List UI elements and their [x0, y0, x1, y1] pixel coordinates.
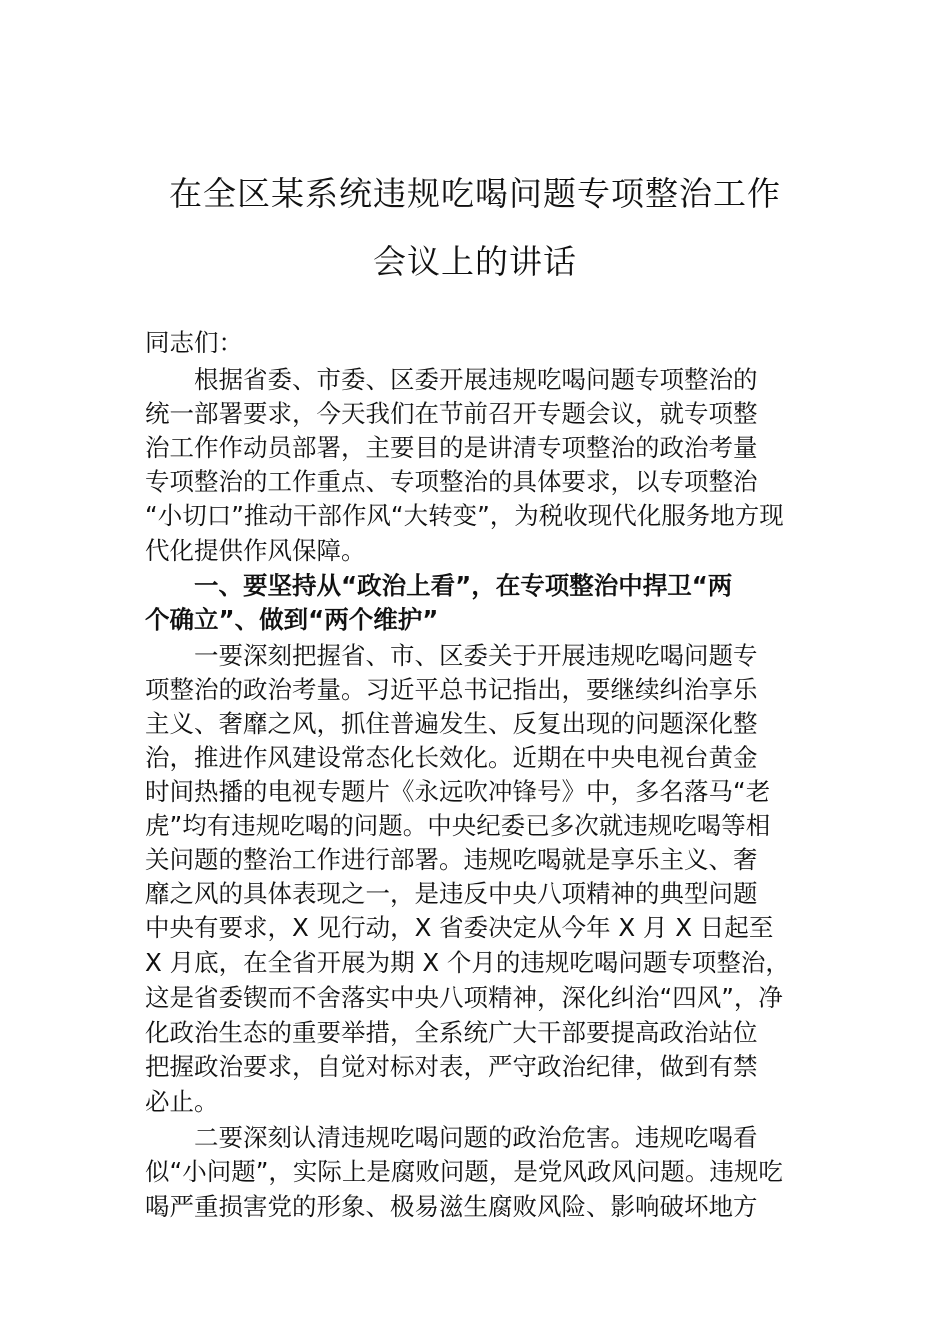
paragraph-line: 虎”均有违规吃喝的问题。中央纪委已多次就违规吃喝等相	[145, 811, 771, 840]
salutation: 同志们：	[145, 328, 243, 357]
paragraph-line: 中央有要求，X 见行动，X 省委决定从今年 X 月 X 日起至	[145, 913, 774, 942]
paragraph-line: 治，推进作风建设常态化长效化。近期在中央电视台黄金	[145, 743, 758, 772]
paragraph-line: “小切口”推动干部作风“大转变”，为税收现代化服务地方现	[145, 501, 784, 530]
section-heading-line: 一、要坚持从“政治上看”，在专项整治中捍卫“两	[194, 571, 733, 600]
paragraph-line: 必止。	[145, 1087, 219, 1116]
paragraph-line: 把握政治要求，自觉对标对表，严守政治纪律，做到有禁	[145, 1052, 758, 1081]
paragraph-line: 这是省委锲而不舍落实中央八项精神，深化纠治“四风”，净	[145, 983, 783, 1012]
paragraph-line: 根据省委、市委、区委开展违规吃喝问题专项整治的	[194, 365, 758, 394]
paragraph-line: 统一部署要求，今天我们在节前召开专题会议，就专项整	[145, 399, 758, 428]
paragraph-line: 靡之风的具体表现之一，是违反中央八项精神的典型问题	[145, 879, 758, 908]
paragraph-line: 代化提供作风保障。	[145, 536, 366, 565]
document-title-line-2: 会议上的讲话	[373, 242, 577, 281]
paragraph-line: 喝严重损害党的形象、极易滋生腐败风险、影响破坏地方	[145, 1192, 758, 1221]
paragraph-line: 一要深刻把握省、市、区委关于开展违规吃喝问题专	[194, 641, 758, 670]
paragraph-line: 专项整治的工作重点、专项整治的具体要求，以专项整治	[145, 467, 758, 496]
paragraph-line: 主义、奢靡之风，抓住普遍发生、反复出现的问题深化整	[145, 709, 758, 738]
paragraph-line: 二要深刻认清违规吃喝问题的政治危害。违规吃喝看	[194, 1123, 758, 1152]
paragraph-line: 关问题的整治工作进行部署。违规吃喝就是享乐主义、奢	[145, 845, 758, 874]
document-title-line-1: 在全区某系统违规吃喝问题专项整治工作	[169, 174, 781, 213]
paragraph-line: X 月底，在全省开展为期 X 个月的违规吃喝问题专项整治，	[145, 948, 790, 977]
section-heading-line: 个确立”、做到“两个维护”	[145, 605, 439, 634]
paragraph-line: 项整治的政治考量。习近平总书记指出，要继续纠治享乐	[145, 675, 758, 704]
paragraph-line: 似“小问题”，实际上是腐败问题，是党风政风问题。违规吃	[145, 1157, 783, 1186]
paragraph-line: 时间热播的电视专题片《永远吹冲锋号》中，多名落马“老	[145, 777, 771, 806]
paragraph-line: 治工作作动员部署，主要目的是讲清专项整治的政治考量	[145, 433, 758, 462]
paragraph-line: 化政治生态的重要举措，全系统广大干部要提高政治站位	[145, 1018, 758, 1047]
